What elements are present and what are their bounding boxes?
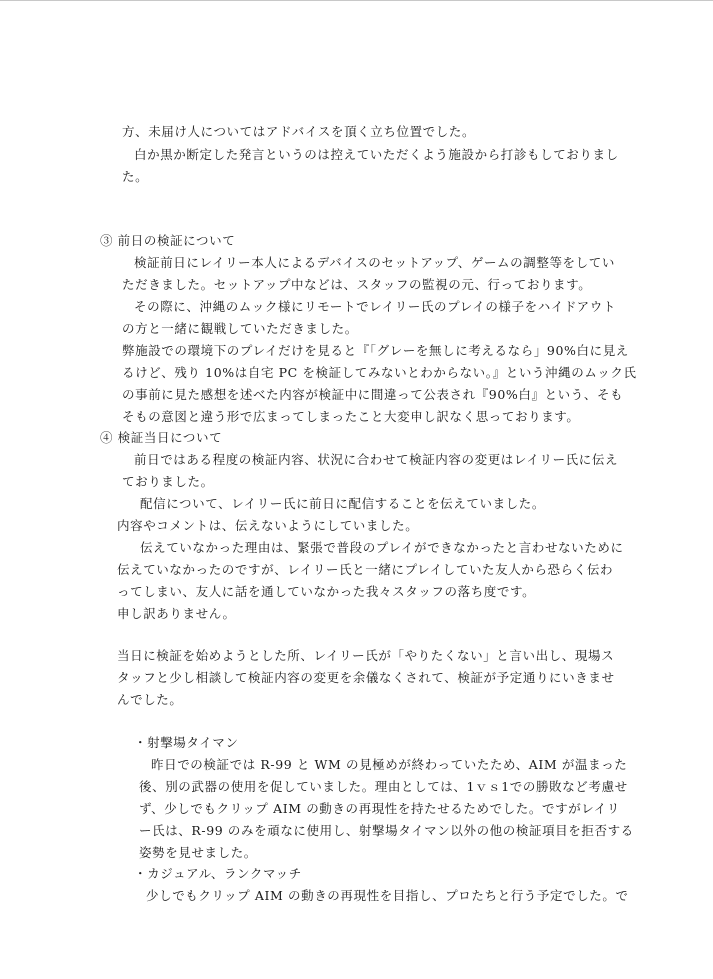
text-line: 伝えていなかったのですが、レイリー氏と一緒にプレイしていた友人から恐らく伝わ: [117, 562, 614, 577]
text-line: そもの意図と違う形で広まってしまったこと大変申し訳なく思っております。: [122, 409, 580, 424]
text-line: 昨日での検証では R-99 と WM の見極めが終わっていたため、AIM が温まった: [151, 757, 628, 772]
text-line: 当日に検証を始めようとした所、レイリー氏が「やりたくない」と言い出し、現場ス: [117, 648, 615, 663]
text-line: 後、別の武器の使用を促していました。理由としては、1ｖｓ1での勝敗など考慮せ: [139, 779, 628, 794]
text-line: ず、少しでもクリップ AIM の動きの再現性を持たせるためでした。ですがレイリ: [139, 801, 620, 816]
text-line: 検証前日にレイリー本人によるデバイスのセットアップ、ゲームの調整等をしてい: [134, 255, 615, 270]
text-line: 配信について、レイリー氏に前日に配信することを伝えていました。: [140, 496, 545, 511]
text-line: 伝えていなかった理由は、緊張で普段のプレイができなかったと言わせないために: [140, 540, 624, 555]
text-line: 方、未届け人についてはアドバイスを頂く立ち位置でした。: [122, 124, 476, 139]
bullet-heading: ・カジュアル、ランクマッチ: [134, 866, 302, 881]
text-line: 申し訳ありません。: [117, 606, 236, 621]
text-line: 前日ではある程度の検証内容、状況に合わせて検証内容の変更はレイリー氏に伝え: [134, 452, 619, 467]
text-line: 弊施設での環境下のプレイだけを見ると『「グレーを無しに考えるなら」90%白に見え: [122, 343, 629, 358]
text-line: ておりました。: [122, 474, 214, 489]
text-line: の方と一緒に観戦していただきました。: [122, 321, 358, 336]
text-line: んでした。: [117, 692, 183, 707]
text-line: 姿勢を見せました。: [139, 845, 257, 860]
text-line: ただきました。セットアップ中などは、スタッフの監視の元、行っております。: [122, 277, 592, 292]
text-line: ってしまい、友人に話を通していなかった我々スタッフの落ち度です。: [117, 584, 536, 599]
bullet-heading: ・射撃場タイマン: [134, 735, 239, 750]
text-line: その際に、沖縄のムック様にリモートでレイリー氏のプレイの様子をハイドアウト: [134, 299, 616, 314]
section-heading: ④ 検証当日について: [100, 430, 223, 445]
text-line: 少しでもクリップ AIM の動きの再現性を目指し、プロたちと行う予定でした。で: [146, 888, 629, 903]
section-heading: ③ 前日の検証について: [100, 233, 236, 248]
text-line: た。: [122, 169, 149, 184]
text-line: の事前に見た感想を述べた内容が検証中に間違って公表され『90%白』という、そも: [122, 387, 624, 402]
text-line: ー氏は、R-99 のみを頑なに使用し、射撃場タイマン以外の他の検証項目を拒否する: [139, 823, 634, 838]
text-line: タッフと少し相談して検証内容の変更を余儀なくされて、検証が予定通りにいきませ: [117, 670, 615, 685]
text-line: 内容やコメントは、伝えないようにしていました。: [117, 518, 419, 533]
text-line: 白か黒か断定した発言というのは控えていただくよう施設から打診もしておりまし: [134, 147, 619, 162]
text-line: るけど、残り 10%は自宅 PC を検証してみないとわからない。』という沖縄のムック氏: [122, 365, 637, 380]
